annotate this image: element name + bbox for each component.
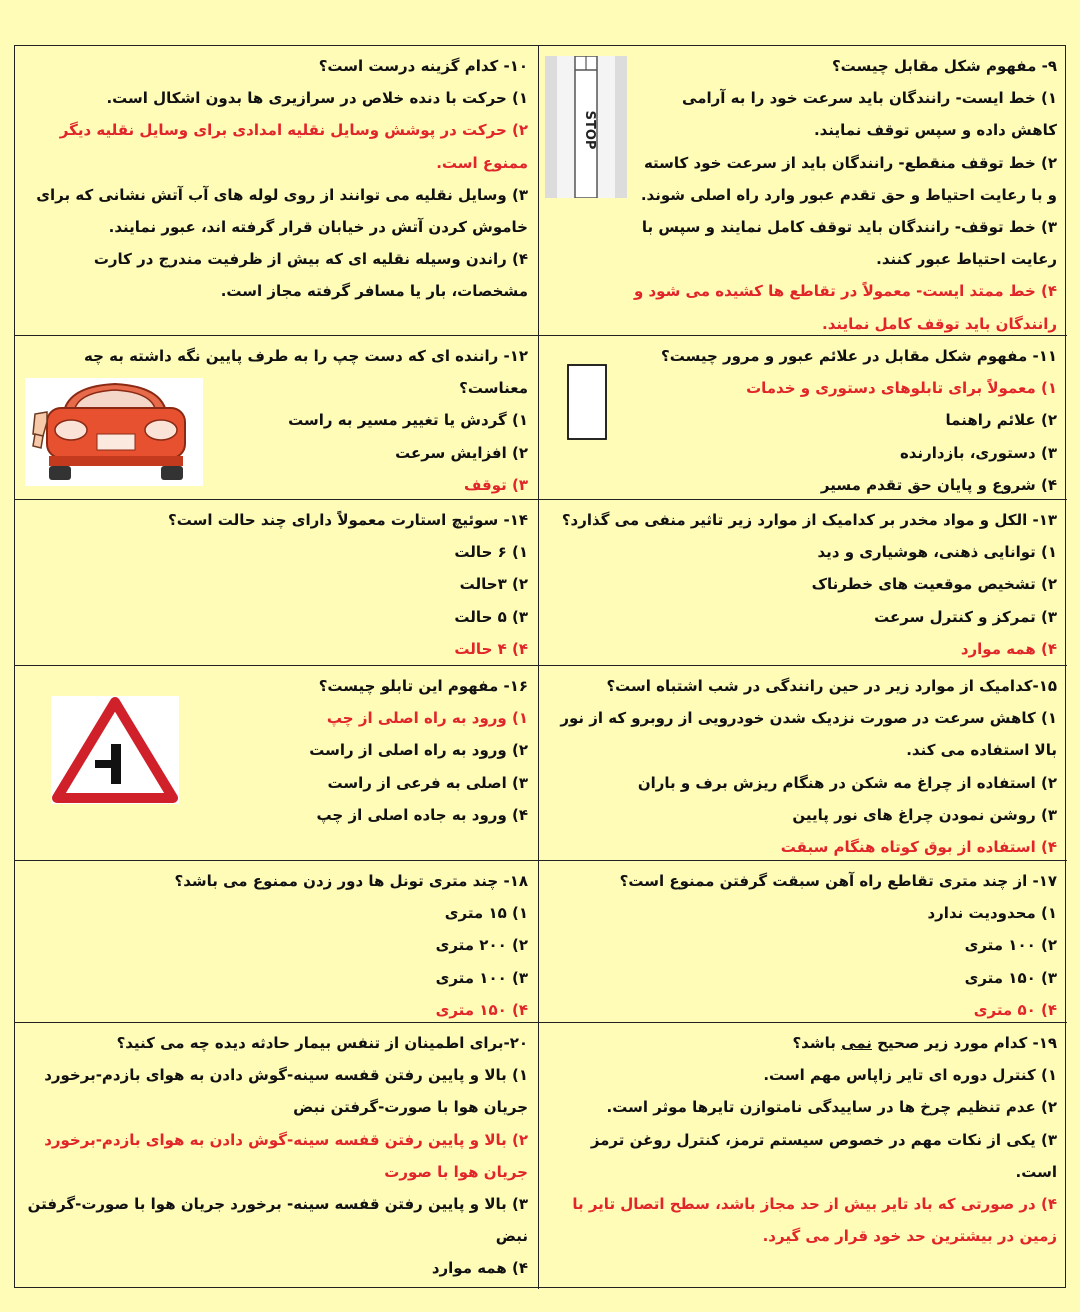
question-text: ۱۵-کدامیک از موارد زیر در حین رانندگی در شب اشتباه است؟ [606,677,1057,695]
question-10 [15,46,538,336]
option-4-correct: ۴) در صورتی که باد تایر بیش از حد مجاز باشد، سطح اتصال تایر با زمین در بیشترین حد خود قرار می گیرد. [572,1195,1057,1246]
option-3: ۳) بالا و پایین رفتن قفسه سینه- برخورد جریان هوا با صورت-گرفتن نبض [27,1195,528,1246]
option-2: ۲) افزایش سرعت [395,443,528,462]
question-text: ۱۶- مفهوم این تابلو چیست؟ [318,677,528,695]
option-4-correct: ۴) ۵۰ متری [973,1000,1057,1019]
question-9 [538,46,1067,336]
option-3: ۳) ۱۵۰ متری [964,968,1057,987]
car-hand-signal-icon [25,378,203,486]
underlined-word: نمی [841,1034,872,1052]
option-1: ۱) کنترل دوره ای تایر زاپاس مهم است. [763,1066,1057,1085]
stop-text: STOP [582,110,597,150]
option-3: ۳) تمرکز و کنترل سرعت [874,607,1057,626]
option-1: ۱) خط ایست- رانندگان باید سرعت خود را به آرامی کاهش داده و سپس توقف نمایند. [682,89,1057,140]
question-11 [538,336,1067,500]
option-4-correct: ۴) ۱۵۰ متری [435,1000,528,1019]
option-2-correct: ۲) حرکت در پوشش وسایل نقلیه امدادی برای وسایل نقلیه دیگر ممنوع است. [59,121,528,172]
question-text: ۱۰- کدام گزینه درست است؟ [318,57,528,75]
question-text: ۱۷- از چند متری تقاطع راه آهن سبقت گرفتن ممنوع است؟ [619,872,1057,890]
option-3-correct: ۳) توقف [464,475,528,494]
option-1: ۱) توانایی ذهنی، هوشیاری و دید [817,543,1057,562]
option-2: ۲) ۱۰۰ متری [964,936,1057,955]
question-20 [15,1023,538,1289]
white-rectangle-sign-icon [567,364,609,442]
option-1: ۱) گردش یا تغییر مسیر به راست [288,411,528,430]
option-2: ۲) ۲۰۰ متری [435,936,528,955]
option-3: ۳) روشن نمودن چراغ های نور پایین [792,805,1057,824]
question-18 [15,861,538,1023]
option-2: ۲) ورود به راه اصلی از راست [309,741,528,760]
option-1: ۱) ۶ حالت [454,543,528,562]
question-grid [14,45,1066,1288]
option-4: ۴) راندن وسیله نقلیه ای که بیش از ظرفیت مندرج در کارت مشخصات، بار یا مسافر گرفته مجاز است. [93,250,528,301]
stop-line-road-marking-icon [545,56,627,198]
option-3: ۳) وسایل نقلیه می توانند از روی لوله های آب آتش نشانی که برای خاموش کردن آتش در خیابان قرار گرفته اند، عبور نمایند. [36,185,528,237]
question-19 [538,1023,1067,1289]
question-17 [538,861,1067,1023]
option-1: ۱) محدودیت ندارد [927,904,1057,923]
option-1: ۱) ۱۵ متری [444,904,528,923]
option-4-correct: ۴) ۴ حالت [454,639,528,658]
question-text: ۱۳- الکل و مواد مخدر بر کدامیک از موارد زیر تاثیر منفی می گذارد؟ [561,511,1057,529]
option-3: ۳) اصلی به فرعی از راست [327,773,528,792]
option-4-correct: ۴) همه موارد [960,639,1057,658]
question-text [549,1027,1057,1059]
option-2: ۲) تشخیص موقعیت های خطرناک [811,575,1057,594]
question-text: ۱۱- مفهوم شکل مقابل در علائم عبور و مرور چیست؟ [661,347,1057,365]
option-4: ۴) ورود به جاده اصلی از چپ [316,805,528,824]
question-text-start: ۱۹- کدام مورد زیر صحیح [871,1034,1057,1052]
option-4-correct: ۴) استفاده از بوق کوتاه هنگام سبقت [780,838,1057,857]
option-4: ۴) شروع و پایان حق تقدم مسیر [820,475,1057,494]
question-text: ۱۸- چند متری تونل ها دور زدن ممنوع می باشد؟ [174,872,528,890]
option-4-correct: ۴) خط ممتد ایست- معمولاً در تقاطع ها کشیده می شود و رانندگان باید توقف کامل نمایند. [633,282,1057,333]
option-4: ۴) همه موارد [431,1259,528,1278]
option-2: ۲) خط توقف منقطع- رانندگان باید از سرعت خود کاسته و با رعایت احتیاط و حق تقدم عبور وارد راه اصلی شوند. [640,153,1057,204]
question-text: ۹- مفهوم شکل مقابل چیست؟ [831,57,1057,75]
option-2: ۲) ۳حالت [459,575,528,594]
question-14 [15,500,538,666]
option-2: ۲) علائم راهنما [945,411,1057,430]
question-text: ۱۴- سوئیچ استارت معمولاً دارای چند حالت است؟ [168,511,528,529]
option-1-correct: ۱) معمولاً برای تابلوهای دستوری و خدمات [746,379,1057,398]
question-12 [15,336,538,500]
option-3: ۳) ۵ حالت [454,607,528,626]
option-2-correct: ۲) بالا و پایین رفتن قفسه سینه-گوش دادن به هوای بازدم-برخورد جریان هوا با صورت [44,1130,528,1181]
option-2: ۲) استفاده از چراغ مه شکن در هنگام ریزش برف و باران [637,773,1057,792]
question-15 [538,666,1067,861]
question-text: ۱۲- راننده ای که دست چپ را به طرف پایین نگه داشته به چه معناست؟ [83,347,528,398]
side-road-warning-sign-icon [51,696,179,804]
option-3: ۳) ۱۰۰ متری [435,968,528,987]
option-2: ۲) عدم تنظیم چرخ ها در ساییدگی نامتوازن تایرها موثر است. [606,1098,1057,1117]
option-3: ۳) دستوری، بازدارنده [899,443,1057,462]
option-1-correct: ۱) ورود به راه اصلی از چپ [326,709,528,728]
option-3: ۳) یکی از نکات مهم در خصوص سیستم ترمز، کنترل روغن ترمز است. [590,1130,1057,1181]
question-text-end: باشد؟ [792,1034,842,1052]
option-3: ۳) خط توقف- رانندگان باید توقف کامل نمایند و سپس با رعایت احتیاط عبور کنند. [641,218,1057,269]
option-1: ۱) کاهش سرعت در صورت نزدیک شدن خودرویی از روبرو که از نور بالا استفاده می کند. [560,709,1057,760]
question-16 [15,666,538,861]
option-1: ۱) حرکت با دنده خلاص در سرازیری ها بدون اشکال است. [106,89,528,108]
question-13 [538,500,1067,666]
question-text: ۲۰-برای اطمینان از تنفس بیمار حادثه دیده چه می کنید؟ [116,1034,528,1052]
option-1: ۱) بالا و پایین رفتن قفسه سینه-گوش دادن به هوای بازدم-برخورد جریان هوا با صورت-گرفتن نبض [44,1066,528,1117]
